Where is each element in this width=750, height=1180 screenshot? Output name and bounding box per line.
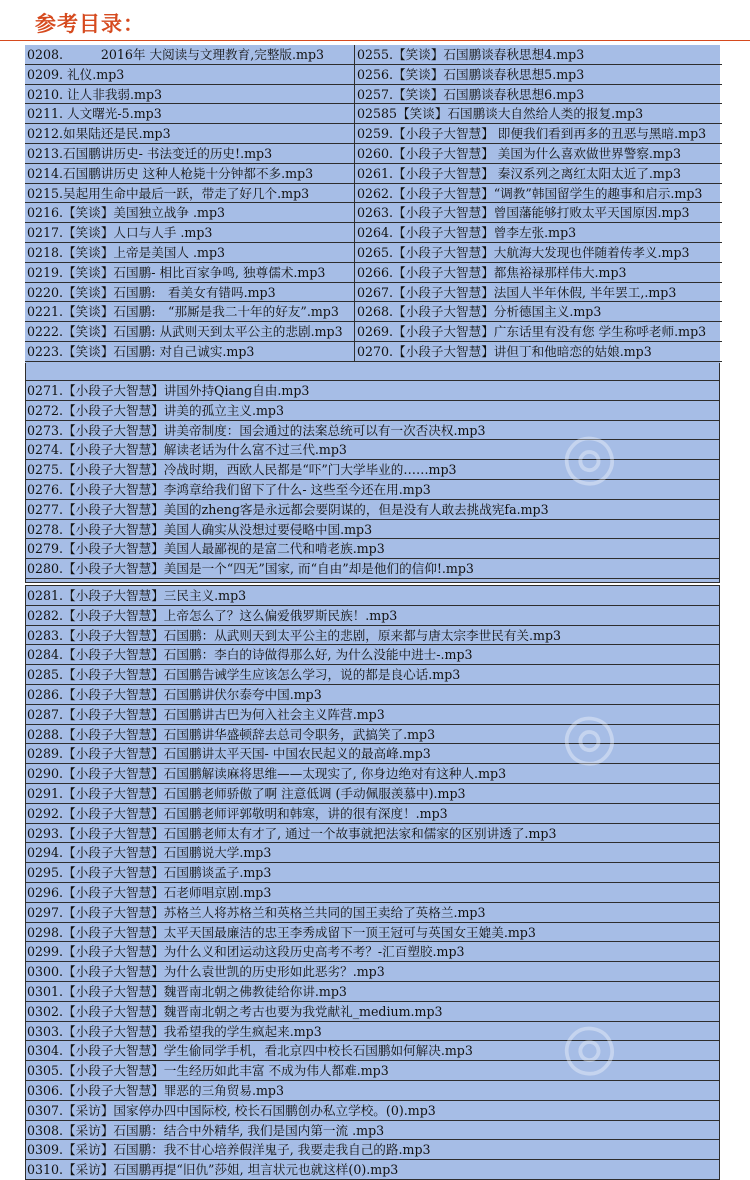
catalog-entry: 0218.【笑谈】上帝是美国人 .mp3 [25,243,354,263]
catalog-entry: 0272.【小段子大智慧】讲美的孤立主义.mp3 [26,401,719,421]
catalog-entry: 0291.【小段子大智慧】石国鹏老师骄傲了啊 注意低调 (手动佩服羡慕中).mp3 [26,784,719,804]
catalog-entry: 0260.【小段子大智慧】 美国为什么喜欢做世界警察.mp3 [355,144,722,164]
catalog-entry: 0214.石国鹏讲历史 这种人枪毙十分钟都不多.mp3 [25,164,354,184]
catalog-entry: 0273.【小段子大智慧】讲美帝制度：国会通过的法案总统可以有一次否决权.mp3 [26,421,719,441]
catalog-list-one [25,380,720,583]
title-divider [0,40,750,41]
catalog-entry: 0268.【小段子大智慧】分析德国主义.mp3 [355,302,722,322]
catalog-entry: 0299.【小段子大智慧】为什么义和团运动这段历史高考不考？-汇百塑胶.mp3 [26,942,719,962]
catalog-entry: 0303.【小段子大智慧】我希望我的学生疯起来.mp3 [26,1022,719,1042]
catalog-entry: 0279.【小段子大智慧】美国人最鄙视的是富二代和啃老族.mp3 [26,539,719,559]
catalog-entry: 02585【笑谈】石国鹏谈大自然给人类的报复.mp3 [355,104,722,124]
catalog-entry: 0293.【小段子大智慧】石国鹏老师太有才了, 通过一个故事就把法家和儒家的区别讲透了.mp3 [26,824,719,844]
catalog-entry: 0222.【笑谈】石国鹏: 从武则天到太平公主的悲剧.mp3 [25,322,354,342]
catalog-entry: 0269.【小段子大智慧】广东话里有没有您 学生称呼老师.mp3 [355,322,722,342]
catalog-entry: 0257.【笑谈】石国鹏谈春秋思想6.mp3 [355,85,722,105]
catalog-entry: 0271.【小段子大智慧】讲国外持Qiang自由.mp3 [26,381,719,401]
catalog-entry: 0305.【小段子大智慧】一生经历如此丰富 不成为伟人都难.mp3 [26,1061,719,1081]
page-header [0,0,750,41]
catalog-entry: 0307.【采访】国家停办四中国际校, 校长石国鹏创办私立学校。(0).mp3 [26,1101,719,1121]
catalog-entry: 0217.【笑谈】人口与人手 .mp3 [25,223,354,243]
table-spacer [25,363,720,380]
catalog-entry: 0300.【小段子大智慧】为什么袁世凯的历史形如此恶劣？.mp3 [26,962,719,982]
catalog-column-left [25,45,355,362]
catalog-entry: 0310.【采访】石国鹏再提“旧仇”莎姐, 坦言状元也就这样(0).mp3 [26,1160,719,1180]
catalog-entry: 0212.如果陆还是民.mp3 [25,124,354,144]
catalog-entry: 0213.石国鹏讲历史- 书法变迁的历史!.mp3 [25,144,354,164]
catalog-entry: 0277.【小段子大智慧】美国的zheng客是永远都会要阴谋的，但是没有人敢去挑战宪fa.mp3 [26,500,719,520]
catalog-entry: 0219.【笑谈】石国鹏- 相比百家争鸣, 独尊儒术.mp3 [25,263,354,283]
catalog-entry: 0263.【小段子大智慧】曾国藩能够打败太平天国原因.mp3 [355,203,722,223]
catalog-entry: 0256.【笑谈】石国鹏谈春秋思想5.mp3 [355,65,722,85]
catalog-entry: 0298.【小段子大智慧】太平天国最廉洁的忠王李秀成留下一顶王冠可与英国女王媲美.mp3 [26,923,719,943]
catalog-list-two [25,585,720,1180]
catalog-entry: 0301.【小段子大智慧】魏晋南北朝之佛教徒给你讲.mp3 [26,982,719,1002]
catalog-entry: 0280.【小段子大智慧】美国是一个“四无”国家, 而“自由”却是他们的信仰!.mp3 [26,559,719,579]
catalog-entry: 0211. 人文曙光-5.mp3 [25,104,354,124]
catalog-entry: 0288.【小段子大智慧】石国鹏讲华盛顿辞去总司令职务，武搞笑了.mp3 [26,725,719,745]
catalog-entry: 0261.【小段子大智慧】 秦汉系列之离红太阳太近了.mp3 [355,164,722,184]
catalog-entry: 0264.【小段子大智慧】曾李左张.mp3 [355,223,722,243]
catalog-entry: 0274.【小段子大智慧】解读老话为什么富不过三代.mp3 [26,440,719,460]
catalog-entry: 0292.【小段子大智慧】石国鹏老师评郭敬明和韩寒，讲的很有深度！.mp3 [26,804,719,824]
watermark-graphic: ◎ [549,412,627,502]
catalog-entry: 0208. 2016年 大阅读与文理教育,完整版.mp3 [25,45,354,65]
catalog-entry: 0265.【小段子大智慧】大航海大发现也伴随着传孝义.mp3 [355,243,722,263]
catalog-entry: 0283.【小段子大智慧】石国鹏：从武则天到太平公主的悲剧，原来都与唐太宗李世民有关.mp3 [26,626,719,646]
catalog-entry: 0255.【笑谈】石国鹏谈春秋思想4.mp3 [355,45,722,65]
catalog-entry: 0210. 让人非我弱.mp3 [25,85,354,105]
catalog-entry: 0304.【小段子大智慧】学生偷同学手机，看北京四中校长石国鹏如何解决.mp3 [26,1041,719,1061]
catalog-entry: 0267.【小段子大智慧】法国人半年休假, 半年罢工,.mp3 [355,283,722,303]
catalog-entry: 0216.【笑谈】美国独立战争 .mp3 [25,203,354,223]
catalog-entry: 0275.【小段子大智慧】冷战时期，西欧人民都是“吓”门大学毕业的……mp3 [26,460,719,480]
catalog-entry: 0286.【小段子大智慧】石国鹏讲伏尔泰夸中国.mp3 [26,685,719,705]
catalog-entry: 0296.【小段子大智慧】石老师唱京剧.mp3 [26,883,719,903]
catalog-column-right [355,45,722,362]
watermark-graphic: ◎ [549,692,627,782]
catalog-entry: 0223.【笑谈】石国鹏: 对自己诚实.mp3 [25,342,354,362]
watermark-graphic: ◎ [549,1002,627,1092]
catalog-entry: 0221.【笑谈】石国鹏: “那厮是我二十年的好友”.mp3 [25,302,354,322]
catalog-entry: 0266.【小段子大智慧】都焦裕禄那样伟大.mp3 [355,263,722,283]
catalog-entry: 0284.【小段子大智慧】石国鹏：李白的诗做得那么好, 为什么没能中进士-.mp3 [26,645,719,665]
catalog-entry: 0278.【小段子大智慧】美国人确实从没想过要侵略中国.mp3 [26,520,719,540]
catalog-entry: 0287.【小段子大智慧】石国鹏讲古巴为何入社会主义阵营.mp3 [26,705,719,725]
catalog-entry: 0285.【小段子大智慧】石国鹏告诫学生应该怎么学习，说的都是良心话.mp3 [26,665,719,685]
catalog-entry: 0306.【小段子大智慧】罪恶的三角贸易.mp3 [26,1081,719,1101]
catalog-table-top [25,45,720,363]
catalog-entry: 0289.【小段子大智慧】石国鹏讲太平天国- 中国农民起义的最高峰.mp3 [26,744,719,764]
catalog-entry: 0259.【小段子大智慧】 即便我们看到再多的丑恶与黑暗.mp3 [355,124,722,144]
catalog-entry: 0220.【笑谈】石国鹏: 看美女有错吗.mp3 [25,283,354,303]
catalog-entry: 0262.【小段子大智慧】“调教”韩国留学生的趣事和启示.mp3 [355,184,722,204]
catalog-entry: 0302.【小段子大智慧】魏晋南北朝之考古也要为我党献礼_medium.mp3 [26,1002,719,1022]
catalog-entry: 0215.吴起用生命中最后一跃，带走了好几个.mp3 [25,184,354,204]
catalog-entry: 0295.【小段子大智慧】石国鹏谈孟子.mp3 [26,863,719,883]
catalog-entry: 0290.【小段子大智慧】石国鹏解读麻将思维——太现实了, 你身边绝对有这种人.mp3 [26,764,719,784]
catalog-entry: 0281.【小段子大智慧】三民主义.mp3 [26,586,719,606]
catalog-entry: 0209. 礼仪.mp3 [25,65,354,85]
catalog-entry: 0294.【小段子大智慧】石国鹏说大学.mp3 [26,843,719,863]
catalog-entry: 0270.【小段子大智慧】讲但丁和他暗恋的姑娘.mp3 [355,342,722,362]
catalog-entry: 0308.【采访】石国鹏：结合中外精华, 我们是国内第一流 .mp3 [26,1121,719,1141]
catalog-entry: 0309.【采访】石国鹏：我不甘心培养假洋鬼子, 我要走我自己的路.mp3 [26,1140,719,1160]
catalog-entry: 0297.【小段子大智慧】苏格兰人将苏格兰和英格兰共同的国王卖给了英格兰.mp3 [26,903,719,923]
catalog-entry: 0282.【小段子大智慧】上帝怎么了？这么偏爱俄罗斯民族！.mp3 [26,606,719,626]
catalog-entry: 0276.【小段子大智慧】李鸿章给我们留下了什么- 这些至今还在用.mp3 [26,480,719,500]
page-title: 参考目录： [35,12,145,36]
